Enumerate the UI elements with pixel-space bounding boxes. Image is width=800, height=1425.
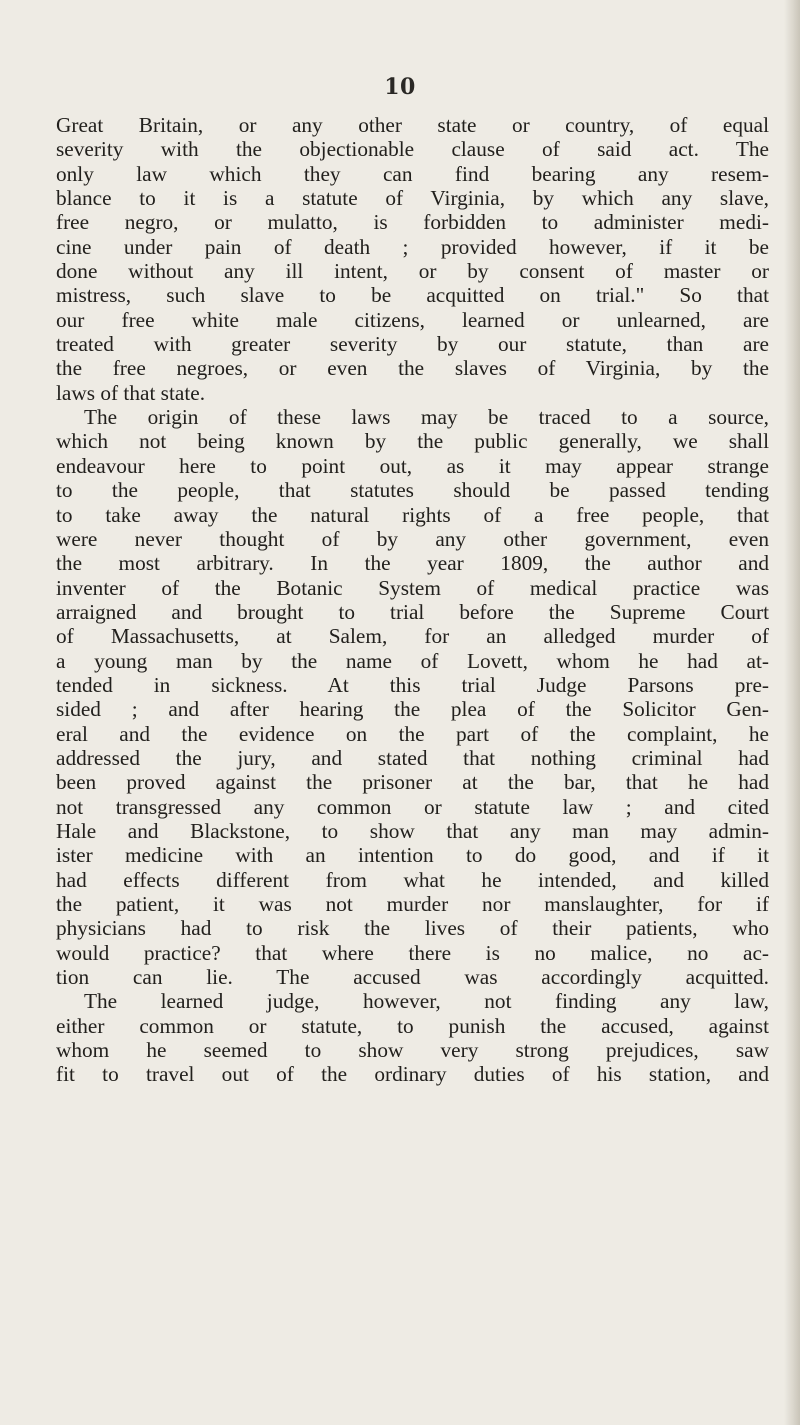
text-line: would practice? that where there is no malice, no ac-	[56, 940, 769, 965]
body-text	[56, 113, 769, 1087]
text-line: arraigned and brought to trial before the Supreme Court	[56, 599, 769, 624]
text-line: physicians had to risk the lives of their patients, who	[56, 916, 769, 941]
text-line: tended in sickness. At this trial Judge Parsons pre-	[56, 672, 769, 697]
text-line: tion can lie. The accused was accordingly acquitted.	[56, 965, 769, 990]
text-line: blance to it is a statute of Virginia, by which any slave,	[56, 186, 769, 211]
text-line: of Massachusetts, at Salem, for an alledged murder of	[56, 624, 769, 649]
text-line: the free negroes, or even the slaves of Virginia, by the	[56, 356, 769, 381]
text-line: Great Britain, or any other state or country, of equal	[56, 113, 769, 137]
text-line: treated with greater severity by our statute, than are	[56, 332, 769, 357]
text-line: addressed the jury, and stated that nothing criminal had	[56, 745, 769, 770]
text-line: the patient, it was not murder nor manslaughter, for if	[56, 892, 769, 916]
text-line: eral and the evidence on the part of the complaint, he	[56, 721, 769, 746]
text-line: a young man by the name of Lovett, whom he had at-	[56, 648, 769, 673]
text-line: free negro, or mulatto, is forbidden to administer medi-	[56, 210, 769, 235]
text-line: either common or statute, to punish the accused, against	[56, 1013, 769, 1038]
text-line: to the people, that statutes should be passed tending	[56, 478, 769, 503]
text-line: been proved against the prisoner at the bar, that he had	[56, 770, 769, 795]
text-line: only law which they can find bearing any resem-	[56, 161, 769, 186]
text-line: inventer of the Botanic System of medical practice was	[56, 575, 769, 600]
text-line: ister medicine with an intention to do good, and if it	[56, 843, 769, 868]
text-line: had effects different from what he intended, and killed	[56, 867, 769, 892]
text-line: sided ; and after hearing the plea of the Solicitor Gen-	[56, 697, 769, 722]
text-line: fit to travel out of the ordinary duties of his station, and	[56, 1062, 769, 1087]
text-line: Hale and Blackstone, to show that any man may admin-	[56, 818, 769, 843]
text-line: The learned judge, however, not finding any law,	[84, 989, 769, 1014]
page-number: 10	[384, 74, 416, 100]
text-line: The origin of these laws may be traced to a source,	[84, 405, 769, 430]
text-line: done without any ill intent, or by consent of master or	[56, 259, 769, 284]
text-line: severity with the objectionable clause of said act. The	[56, 137, 769, 162]
text-line: cine under pain of death ; provided however, if it be	[56, 234, 769, 259]
text-line: the most arbitrary. In the year 1809, the author and	[56, 551, 769, 576]
text-line: to take away the natural rights of a free people, that	[56, 502, 769, 527]
page-edge-shadow	[784, 0, 800, 1425]
text-line: endeavour here to point out, as it may appear strange	[56, 453, 769, 478]
text-line: were never thought of by any other government, even	[56, 526, 769, 551]
text-line: which not being known by the public generally, we shall	[56, 429, 769, 454]
text-line: mistress, such slave to be acquitted on trial." So that	[56, 283, 769, 308]
text-line: our free white male citizens, learned or unlearned, are	[56, 307, 769, 332]
text-line: whom he seemed to show very strong prejudices, saw	[56, 1038, 769, 1063]
text-line: laws of that state.	[56, 380, 206, 405]
text-line: not transgressed any common or statute law ; and cited	[56, 794, 769, 819]
